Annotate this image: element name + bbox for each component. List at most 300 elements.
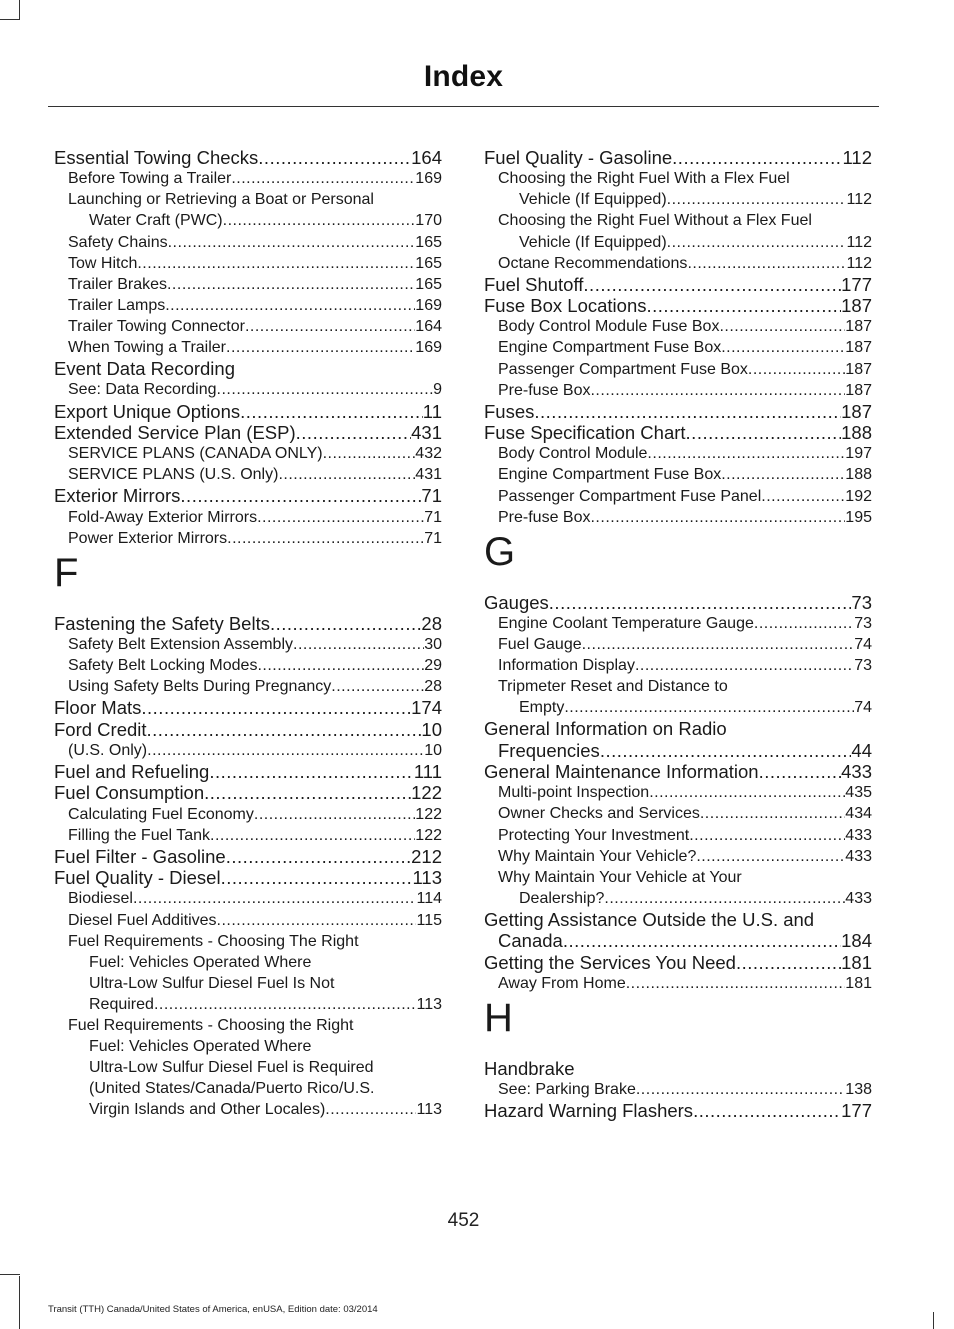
index-subentry — [484, 782, 872, 803]
index-heading: Handbrake — [484, 1057, 575, 1079]
entry-label: Safety Chains — [68, 233, 168, 251]
index-entry — [54, 719, 442, 740]
entry-label: Hazard Warning Flashers — [484, 1100, 694, 1122]
entry-page: 192 — [845, 487, 872, 505]
entry-page: 113 — [416, 995, 442, 1013]
entry-page: 188 — [845, 466, 872, 484]
entry-label: Filling the Fuel Tank — [68, 826, 210, 844]
entry-label-line: General Information on Radio — [484, 718, 727, 740]
index-subentry — [54, 888, 442, 909]
entry-label: See: Parking Brake — [498, 1081, 636, 1099]
leader-dots — [325, 1099, 416, 1120]
entry-page: 433 — [841, 761, 872, 783]
entry-label: Vehicle (If Equipped) — [519, 191, 667, 209]
entry-label: Biodiesel — [68, 890, 133, 908]
entry-page: 138 — [845, 1081, 872, 1099]
entry-label: Getting the Services You Need — [484, 951, 736, 973]
page-title: Index — [423, 60, 504, 93]
leader-dots — [226, 337, 415, 358]
entry-label: Fuel Quality - Diesel — [54, 867, 221, 889]
leader-dots — [672, 147, 842, 168]
entry-label: Away From Home — [498, 974, 626, 992]
index-subentry — [484, 168, 872, 210]
index-subentry — [54, 379, 442, 400]
crop-mark — [0, 19, 20, 20]
leader-dots — [147, 740, 424, 761]
entry-label: Protecting Your Investment — [498, 826, 690, 844]
leader-dots — [278, 464, 415, 485]
leader-dots — [240, 401, 423, 422]
entry-label: Power Exterior Mirrors — [68, 529, 228, 547]
entry-label: Required — [89, 995, 154, 1013]
index-subentry — [484, 464, 872, 485]
entry-label: Multi-point Inspection — [498, 784, 650, 802]
entry-label: Canada — [498, 930, 563, 952]
entry-page: 112 — [846, 233, 872, 251]
entry-label: Engine Coolant Temperature Gauge — [498, 615, 754, 632]
entry-page: 122 — [415, 826, 442, 844]
leader-dots — [646, 295, 841, 316]
entry-last-line — [484, 930, 872, 951]
index-entry — [54, 422, 442, 443]
entry-page: 170 — [415, 212, 442, 230]
entry-label-line: Tripmeter Reset and Distance to — [498, 678, 728, 696]
leader-dots — [693, 1100, 841, 1121]
index-subentry — [484, 676, 872, 718]
index-entry — [54, 697, 442, 718]
entry-label: Owner Checks and Services — [498, 805, 700, 823]
leader-dots — [700, 803, 845, 824]
entry-label: Exterior Mirrors — [54, 485, 181, 507]
entry-page: 112 — [846, 191, 872, 209]
entry-label-line: (United States/Canada/Puerto Rico/U.S. — [89, 1080, 375, 1098]
index-subentry — [54, 295, 442, 316]
entry-page: 433 — [845, 889, 872, 907]
entry-label: Trailer Towing Connector — [68, 317, 245, 335]
leader-dots — [600, 740, 852, 761]
entry-page: 165 — [415, 275, 442, 293]
leader-dots — [754, 613, 854, 634]
entry-label: Why Maintain Your Vehicle? — [498, 847, 697, 865]
leader-dots — [257, 507, 424, 528]
entry-page: 434 — [845, 805, 872, 823]
index-entry — [484, 1100, 872, 1121]
index-subentry — [484, 380, 872, 401]
leader-dots — [296, 422, 411, 443]
entry-page: 164 — [415, 317, 442, 335]
entry-last-line — [498, 232, 872, 253]
entry-page: 174 — [411, 697, 442, 719]
index-entry — [484, 718, 872, 761]
leader-dots — [748, 359, 845, 380]
entry-label: Ford Credit — [54, 718, 147, 740]
leader-dots — [647, 443, 845, 464]
entry-label: Tow Hitch — [68, 254, 138, 272]
entry-page: 10 — [421, 718, 442, 740]
leader-dots — [323, 443, 416, 464]
entry-label: Fuel Shutoff — [484, 273, 584, 295]
entry-label: Fuel Quality - Gasoline — [484, 147, 673, 168]
leader-dots — [209, 761, 414, 782]
entry-label-line: Fuel Requirements - Choosing The Right — [68, 932, 359, 950]
index-entry — [54, 613, 442, 634]
entry-label: Fold-Away Exterior Mirrors — [68, 508, 258, 526]
index-entry — [54, 867, 442, 888]
entry-page: 187 — [845, 339, 872, 357]
entry-label: Fuse Specification Chart — [484, 422, 686, 444]
entry-label: Fuel Consumption — [54, 782, 205, 804]
index-entry — [484, 909, 872, 952]
index-subentry — [54, 337, 442, 358]
index-column-left — [54, 147, 442, 1120]
leader-dots — [582, 634, 855, 655]
entry-label-line: Choosing the Right Fuel With a Flex Fuel — [498, 170, 790, 188]
leader-dots — [165, 295, 415, 316]
entry-page: 184 — [841, 930, 872, 952]
entry-label-line: Choosing the Right Fuel Without a Flex Fuel — [498, 212, 812, 230]
entry-page: 122 — [411, 782, 442, 804]
index-subentry — [484, 846, 872, 867]
entry-label: Before Towing a Trailer — [68, 170, 232, 188]
leader-dots — [590, 380, 845, 401]
leader-dots — [180, 485, 421, 506]
index-subentry — [484, 210, 872, 252]
leader-dots — [270, 613, 421, 634]
leader-dots — [583, 274, 841, 295]
entry-label: Fuse Box Locations — [484, 295, 647, 317]
leader-dots — [687, 253, 846, 274]
entry-last-line — [498, 888, 872, 909]
entry-label: Gauges — [484, 591, 549, 613]
entry-page: 113 — [412, 867, 442, 889]
entry-label: When Towing a Trailer — [68, 339, 226, 357]
index-entry — [484, 274, 872, 295]
index-subentry — [484, 1079, 872, 1100]
index-entry — [54, 846, 442, 867]
leader-dots — [649, 782, 845, 803]
index-entry — [54, 485, 442, 506]
index-entry — [484, 295, 872, 316]
index-subentry — [484, 867, 872, 909]
index-heading: Event Data Recording — [54, 358, 235, 380]
entry-page: 177 — [841, 273, 872, 295]
entry-label: Dealership? — [519, 889, 605, 907]
entry-label: Extended Service Plan (ESP) — [54, 421, 296, 443]
leader-dots — [635, 655, 854, 676]
entry-label: Body Control Module — [498, 445, 648, 463]
leader-dots — [736, 952, 841, 973]
index-subentry — [54, 804, 442, 825]
index-subentry — [54, 676, 442, 697]
entry-page: 11 — [422, 400, 442, 422]
entry-label: Pre-fuse Box — [498, 508, 591, 526]
leader-dots — [293, 634, 424, 655]
leader-dots — [168, 232, 416, 253]
leader-dots — [147, 719, 422, 740]
entry-last-line — [498, 697, 872, 718]
entry-page: 187 — [845, 360, 872, 378]
entry-page: 71 — [424, 529, 442, 547]
index-subentry — [54, 740, 442, 761]
entry-label-line: Launching or Retrieving a Boat or Personal — [68, 191, 374, 209]
entry-label-line: Fuel: Vehicles Operated Where — [89, 1038, 312, 1056]
index-subentry — [54, 507, 442, 528]
index-entry — [54, 761, 442, 782]
section-letter: F — [54, 550, 79, 595]
index-entry — [484, 422, 872, 443]
entry-label: SERVICE PLANS (U.S. Only) — [68, 466, 279, 484]
entry-page: 197 — [845, 445, 872, 463]
entry-page: 431 — [411, 421, 442, 443]
leader-dots — [721, 464, 845, 485]
leader-dots — [590, 507, 845, 528]
entry-page: 169 — [415, 339, 442, 357]
entry-label: SERVICE PLANS (CANADA ONLY) — [68, 445, 323, 463]
entry-label: Fastening the Safety Belts — [54, 612, 270, 634]
entry-page: 432 — [415, 445, 442, 463]
index-subentry — [54, 253, 442, 274]
index-subentry — [484, 337, 872, 358]
entry-label: Engine Compartment Fuse Box — [498, 466, 722, 484]
index-entry — [484, 761, 872, 782]
leader-dots — [667, 232, 847, 253]
entry-label-line: Getting Assistance Outside the U.S. and — [484, 908, 815, 930]
entry-label: Safety Belt Locking Modes — [68, 657, 258, 675]
leader-dots — [667, 189, 847, 210]
entry-label-line: Ultra-Low Sulfur Diesel Fuel is Required — [89, 1059, 374, 1077]
entry-last-line — [484, 740, 872, 761]
leader-dots — [626, 973, 846, 994]
leader-dots — [210, 825, 415, 846]
entry-label: Octane Recommendations — [498, 254, 688, 272]
entry-page: 177 — [841, 1100, 872, 1122]
leader-dots — [226, 846, 411, 867]
entry-label: Export Unique Options — [54, 400, 241, 422]
entry-last-line — [68, 210, 442, 231]
leader-dots — [604, 888, 845, 909]
index-subentry — [54, 825, 442, 846]
entry-label-line: Ultra-Low Sulfur Diesel Fuel Is Not — [89, 974, 335, 992]
entry-page: 10 — [424, 741, 442, 759]
entry-label: Safety Belt Extension Assembly — [68, 636, 293, 654]
index-subentry — [54, 634, 442, 655]
entry-page: 212 — [411, 845, 442, 867]
leader-dots — [564, 697, 854, 718]
entry-label: Diesel Fuel Additives — [68, 911, 217, 929]
entry-label: (U.S. Only) — [68, 741, 148, 759]
leader-dots — [167, 274, 415, 295]
entry-last-line — [498, 189, 872, 210]
entry-label: Water Craft (PWC) — [89, 212, 223, 230]
index-subentry — [484, 825, 872, 846]
entry-page: 187 — [845, 318, 872, 336]
leader-dots — [133, 888, 417, 909]
index-entry — [484, 401, 872, 422]
leader-dots — [534, 401, 841, 422]
entry-page: 435 — [845, 784, 872, 802]
leader-dots — [141, 697, 411, 718]
index-subentry — [54, 316, 442, 337]
entry-page: 28 — [421, 612, 442, 634]
crop-mark — [0, 1274, 20, 1275]
leader-dots — [217, 379, 434, 400]
entry-page: 115 — [416, 911, 442, 929]
index-column-right — [484, 147, 872, 1122]
entry-page: 71 — [421, 485, 442, 507]
entry-label: Body Control Module Fuse Box — [498, 318, 720, 336]
page-number: 452 — [447, 1210, 480, 1231]
entry-label: Calculating Fuel Economy — [68, 805, 254, 823]
index-subentry — [54, 910, 442, 931]
section-letter: G — [484, 529, 516, 574]
leader-dots — [721, 337, 845, 358]
entry-page: 28 — [424, 678, 442, 696]
index-subentry — [54, 528, 442, 549]
leader-dots — [257, 655, 424, 676]
leader-dots — [549, 592, 852, 613]
crop-mark — [933, 1312, 934, 1329]
leader-dots — [154, 994, 417, 1015]
index-subentry — [54, 189, 442, 231]
index-subentry — [484, 253, 872, 274]
leader-dots — [245, 316, 415, 337]
entry-label-line: Why Maintain Your Vehicle at Your — [498, 868, 742, 886]
leader-dots — [227, 528, 424, 549]
entry-label: See: Data Recording — [68, 381, 217, 399]
entry-page: 9 — [433, 381, 442, 399]
entry-label: Passenger Compartment Fuse Panel — [498, 487, 762, 505]
index-subentry — [484, 634, 872, 655]
entry-page: 112 — [842, 147, 872, 168]
entry-page: 122 — [415, 805, 442, 823]
entry-page: 112 — [846, 254, 872, 272]
entry-page: 165 — [415, 233, 442, 251]
entry-label: Virgin Islands and Other Locales) — [89, 1101, 326, 1119]
title-rule — [48, 106, 879, 107]
entry-last-line — [68, 1099, 442, 1120]
entry-page: 195 — [845, 508, 872, 526]
index-subentry — [54, 464, 442, 485]
entry-label: General Maintenance Information — [484, 761, 759, 783]
leader-dots — [636, 1079, 845, 1100]
entry-page: 30 — [424, 636, 442, 654]
index-entry — [54, 147, 442, 168]
index-subentry — [54, 1015, 442, 1120]
leader-dots — [137, 253, 415, 274]
leader-dots — [258, 147, 411, 168]
index-entry — [484, 952, 872, 973]
entry-page: 169 — [415, 170, 442, 188]
index-subentry — [484, 973, 872, 994]
entry-page: 164 — [411, 147, 442, 168]
leader-dots — [696, 846, 845, 867]
index-subentry — [484, 443, 872, 464]
entry-label: Fuses — [484, 400, 535, 422]
entry-label: Pre-fuse Box — [498, 381, 591, 399]
leader-dots — [686, 422, 842, 443]
entry-page: 181 — [845, 974, 872, 992]
index-subentry — [54, 931, 442, 1015]
crop-mark — [19, 0, 20, 20]
index-entry — [54, 401, 442, 422]
leader-dots — [254, 804, 415, 825]
index-subentry — [54, 655, 442, 676]
entry-page: 181 — [841, 951, 872, 973]
index-subentry — [54, 232, 442, 253]
leader-dots — [759, 761, 842, 782]
entry-label: Floor Mats — [54, 697, 142, 719]
index-subentry — [484, 613, 872, 634]
index-subentry — [484, 316, 872, 337]
index-entry — [484, 592, 872, 613]
leader-dots — [331, 676, 424, 697]
entry-label-line: Fuel: Vehicles Operated Where — [89, 953, 312, 971]
entry-label-line: Fuel Requirements - Choosing the Right — [68, 1017, 354, 1034]
entry-label: Fuel Gauge — [498, 636, 582, 654]
leader-dots — [719, 316, 845, 337]
footer-text: Transit (TTH) Canada/United States of America, enUSA, Edition date: 03/2014 — [48, 1304, 378, 1315]
entry-label: Passenger Compartment Fuse Box — [498, 360, 748, 378]
entry-label: Vehicle (If Equipped) — [519, 233, 667, 251]
entry-page: 73 — [851, 591, 872, 613]
leader-dots — [231, 168, 415, 189]
index-subentry — [484, 507, 872, 528]
index-subentry — [484, 803, 872, 824]
entry-label: Empty — [519, 699, 565, 717]
entry-label: Trailer Brakes — [68, 275, 167, 293]
entry-page: 188 — [841, 422, 872, 444]
leader-dots — [204, 782, 411, 803]
entry-page: 431 — [415, 466, 442, 484]
index-subentry — [484, 486, 872, 507]
leader-dots — [221, 867, 413, 888]
index-subentry — [54, 274, 442, 295]
index-subentry — [54, 168, 442, 189]
entry-label: Trailer Lamps — [68, 296, 166, 314]
entry-label: Fuel and Refueling — [54, 761, 210, 783]
leader-dots — [223, 210, 416, 231]
entry-last-line — [68, 994, 442, 1015]
entry-page: 165 — [415, 254, 442, 272]
index-entry — [484, 147, 872, 168]
entry-page: 187 — [841, 295, 872, 317]
leader-dots — [563, 930, 841, 951]
entry-page: 113 — [416, 1101, 442, 1119]
section-letter: H — [484, 995, 513, 1040]
index-subentry — [484, 359, 872, 380]
entry-label: Frequencies — [498, 739, 600, 761]
entry-label: Engine Compartment Fuse Box — [498, 339, 722, 357]
entry-page: 74 — [854, 636, 872, 654]
entry-label: Fuel Filter - Gasoline — [54, 845, 226, 867]
index-subentry — [54, 443, 442, 464]
entry-page: 114 — [416, 890, 442, 908]
entry-page: 74 — [854, 699, 872, 717]
index-entry — [54, 782, 442, 803]
entry-page: 44 — [851, 739, 872, 761]
crop-mark — [19, 1276, 20, 1329]
entry-label: Information Display — [498, 657, 635, 675]
entry-page: 169 — [415, 296, 442, 314]
entry-label: Essential Towing Checks — [54, 147, 259, 168]
entry-label: Using Safety Belts During Pregnancy — [68, 678, 332, 696]
leader-dots — [761, 486, 845, 507]
entry-page: 433 — [845, 847, 872, 865]
entry-page: 29 — [424, 657, 442, 675]
entry-page: 187 — [841, 400, 872, 422]
leader-dots — [689, 825, 845, 846]
entry-page: 73 — [854, 615, 872, 632]
